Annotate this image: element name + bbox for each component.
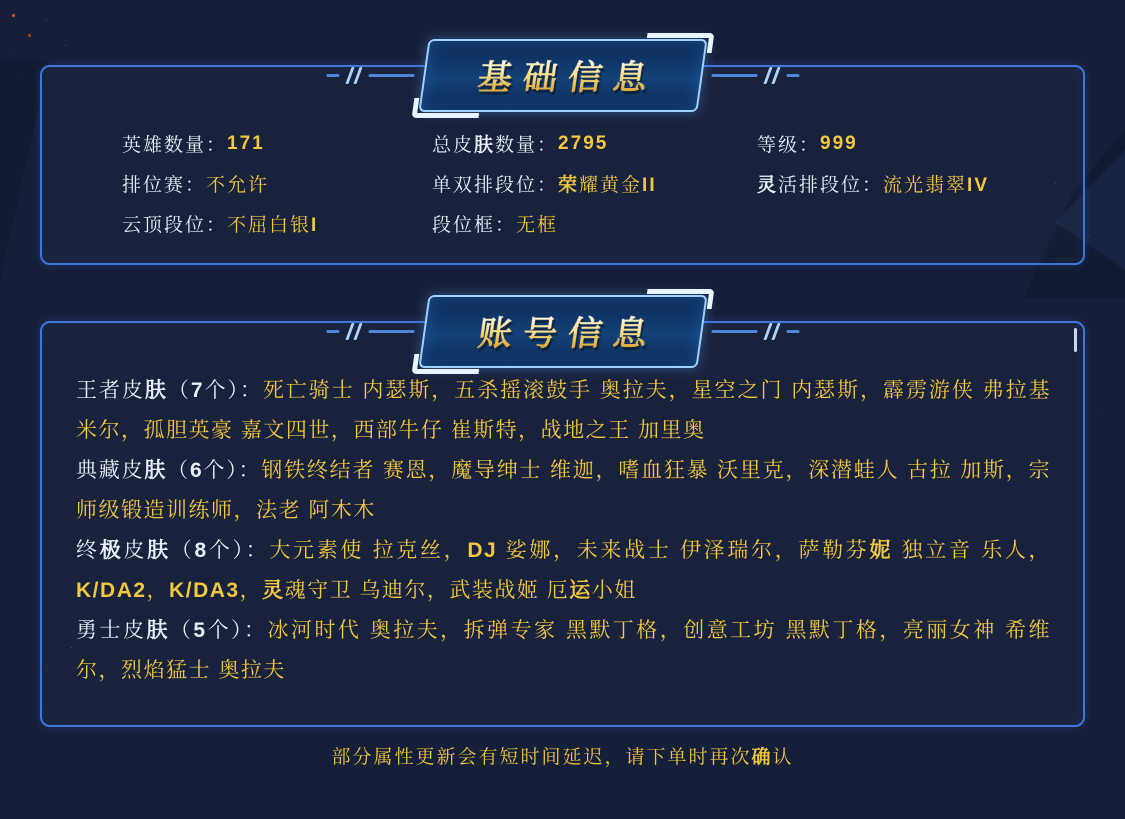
field-value: 荣耀黄金II xyxy=(558,175,657,196)
section-title: 账号信息 xyxy=(464,315,660,353)
account-info-panel xyxy=(40,315,1085,727)
skin-item-value: 死亡骑士 内瑟斯，五杀摇滚鼓手 奥拉夫，星空之门 内瑟斯，霹雳游侠 弗拉基米尔，孤胆英豪 嘉文四世，西部牛仔 崔斯特，战地之王 加里奥 xyxy=(76,379,1052,442)
banner-line-decoration xyxy=(786,330,799,333)
account-info-banner xyxy=(326,295,799,368)
banner-tick-icon xyxy=(348,323,359,340)
banner-plate xyxy=(418,39,707,112)
banner-line-decoration xyxy=(368,330,414,333)
banner-plate xyxy=(418,295,707,368)
banner-line-decoration xyxy=(711,74,757,77)
field-rank-frame xyxy=(432,209,757,238)
ember-particles-decoration xyxy=(12,14,15,17)
skin-item-value: 钢铁终结者 赛恩，魔导绅士 维迦，嗜血狂暴 沃里克，深潜蛙人 古拉 加斯，宗师级锻造训练师，法老 阿木木 xyxy=(76,459,1052,522)
basic-info-panel xyxy=(40,59,1085,265)
basic-info-banner xyxy=(326,39,799,112)
field-value: 不允许 xyxy=(206,175,270,196)
field-level xyxy=(757,129,1047,158)
skin-item-ultimate-zhongji xyxy=(76,531,1051,611)
field-label: 灵活排段位： xyxy=(757,175,884,196)
skin-item-value: 冰河时代 奥拉夫，拆弹专家 黑默丁格，创意工坊 黑默丁格，亮丽女神 希维尔，烈焰猛士 奥拉夫 xyxy=(76,619,1052,682)
banner-tick-icon xyxy=(766,323,777,340)
field-label: 排位赛： xyxy=(122,175,207,196)
skin-item-label: 终极皮肤（8个）： xyxy=(76,539,270,562)
field-ranked-allowed xyxy=(122,169,432,198)
skin-item-label: 勇士皮肤（5个）： xyxy=(76,619,268,642)
field-total-skins xyxy=(432,129,757,158)
banner-tick-icon xyxy=(766,67,777,84)
banner-line-decoration xyxy=(711,330,757,333)
field-value: 999 xyxy=(820,132,858,154)
skin-item-warrior-yongshi xyxy=(76,611,1051,691)
skin-item-value: 大元素使 拉克丝，DJ 娑娜，未来战士 伊泽瑞尔，萨勒芬妮 独立音 乐人，K/DA2，K/DA3，灵魂守卫 乌迪尔，武装战姬 厄运小姐 xyxy=(76,539,1052,602)
field-value: 流光翡翠IV xyxy=(883,175,990,196)
field-label: 英雄数量： xyxy=(122,135,228,156)
field-value: 2795 xyxy=(558,132,609,154)
banner-line-decoration xyxy=(368,74,414,77)
banner-line-decoration xyxy=(326,74,339,77)
field-flex-rank xyxy=(757,169,1047,198)
skin-item-label: 典藏皮肤（6个）： xyxy=(76,459,262,482)
field-tft-rank xyxy=(122,209,432,238)
field-label: 单双排段位： xyxy=(432,175,559,196)
field-label: 云顶段位： xyxy=(122,215,228,236)
field-label: 等级： xyxy=(757,135,821,156)
banner-tick-icon xyxy=(348,67,359,84)
field-label: 段位框： xyxy=(432,215,517,236)
skin-item-label: 王者皮肤（7个）： xyxy=(76,379,263,402)
skin-list xyxy=(76,371,1051,691)
field-value: 171 xyxy=(227,132,265,154)
skin-item-ultimate-tier-wangzhe xyxy=(76,371,1051,451)
banner-line-decoration xyxy=(326,330,339,333)
banner-line-decoration xyxy=(786,74,799,77)
field-value: 不屈白银I xyxy=(227,215,319,236)
basic-info-grid xyxy=(122,129,1047,238)
update-delay-notice: 部分属性更新会有短时间延迟，请下单时再次确认 xyxy=(331,747,794,768)
field-solo-duo-rank xyxy=(432,169,757,198)
field-label: 总皮肤数量： xyxy=(432,135,559,156)
skin-item-collection-tier-diancang xyxy=(76,451,1051,531)
field-hero-count xyxy=(122,129,432,158)
field-value: 无框 xyxy=(516,215,559,236)
section-title: 基础信息 xyxy=(464,59,660,97)
